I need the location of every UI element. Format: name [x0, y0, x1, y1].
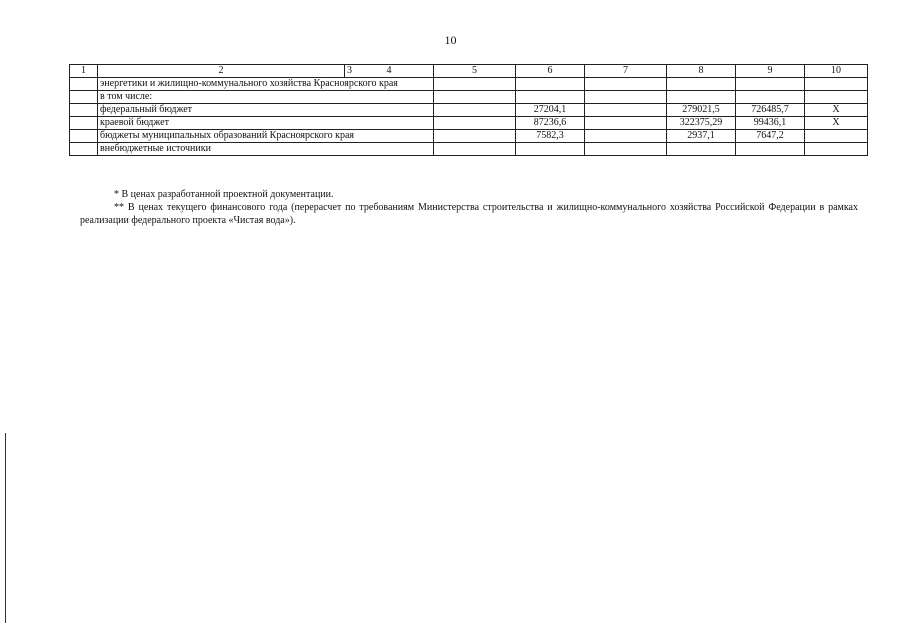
table-header-row: 1 2 3 4 5 6 7 8 9 10: [70, 65, 868, 78]
table-cell: [805, 130, 868, 143]
table-cell: [736, 143, 805, 156]
table-cell: [585, 104, 667, 117]
table-cell: 99436,1: [736, 117, 805, 130]
table-row: [70, 104, 868, 117]
table-row: [70, 117, 868, 130]
footnote-2: ** В ценах текущего финансового года (перерасчет по требованиям Министерства строительства и жилищно-коммунального хозяйства Российской Федерации в рамках реализации федерального проекта «Чистая вода»).: [80, 202, 858, 226]
table-cell: Х: [805, 104, 868, 117]
footnotes: [80, 188, 858, 227]
table-cell: [667, 91, 736, 104]
header-cell: 5: [434, 65, 516, 78]
table-cell: [70, 143, 98, 156]
table-cell: Х: [805, 117, 868, 130]
header-cell: 10: [805, 65, 868, 78]
table-cell: [585, 78, 667, 91]
table-cell: 322375,29: [667, 117, 736, 130]
table-row: [70, 130, 868, 143]
table-cell: [70, 78, 98, 91]
table-row: [70, 78, 868, 91]
table-cell: [585, 143, 667, 156]
table-cell: [805, 91, 868, 104]
table-cell: [585, 91, 667, 104]
table-cell: [516, 143, 585, 156]
header-cell: 8: [667, 65, 736, 78]
table-cell: [667, 78, 736, 91]
table-cell: [585, 130, 667, 143]
table-cell: [434, 91, 516, 104]
table-cell: [434, 143, 516, 156]
table-cell: краевой бюджет: [98, 117, 434, 130]
header-cell: 6: [516, 65, 585, 78]
table-cell: [736, 91, 805, 104]
table-cell: 87236,6: [516, 117, 585, 130]
header-cell: 9: [736, 65, 805, 78]
table-cell: [70, 104, 98, 117]
header-cell: 4: [345, 65, 434, 78]
table-cell: [70, 117, 98, 130]
table-cell: [434, 78, 516, 91]
scan-margin-line: [5, 433, 6, 623]
table-cell: [805, 78, 868, 91]
table-cell: 726485,7: [736, 104, 805, 117]
table-cell: 279021,5: [667, 104, 736, 117]
header-cell: 1: [70, 65, 98, 78]
table-cell: в том числе:: [98, 91, 434, 104]
header-cell: 2: [98, 65, 345, 78]
table-cell: [805, 143, 868, 156]
table-cell: [516, 78, 585, 91]
table-cell: 7582,3: [516, 130, 585, 143]
table-row: [70, 91, 868, 104]
budget-table: [69, 64, 868, 156]
table-cell: внебюджетные источники: [98, 143, 434, 156]
header-cell: 7: [585, 65, 667, 78]
table-cell: [434, 104, 516, 117]
table-cell: бюджеты муниципальных образований Красноярского края: [98, 130, 434, 143]
table-cell: [736, 78, 805, 91]
table-cell: [434, 130, 516, 143]
table-cell: [667, 143, 736, 156]
table-body: [70, 78, 868, 156]
table-cell: [516, 91, 585, 104]
table-cell: [585, 117, 667, 130]
table-cell: 7647,2: [736, 130, 805, 143]
table-cell: 2937,1: [667, 130, 736, 143]
page-number: 10: [444, 33, 457, 47]
table-cell: энергетики и жилищно-коммунального хозяйства Красноярского края: [98, 78, 434, 91]
table-cell: федеральный бюджет: [98, 104, 434, 117]
table-cell: [70, 130, 98, 143]
footnote-1: * В ценах разработанной проектной документации.: [114, 189, 334, 200]
table-cell: [434, 117, 516, 130]
table-row: [70, 143, 868, 156]
table-cell: [70, 91, 98, 104]
table-cell: 27204,1: [516, 104, 585, 117]
